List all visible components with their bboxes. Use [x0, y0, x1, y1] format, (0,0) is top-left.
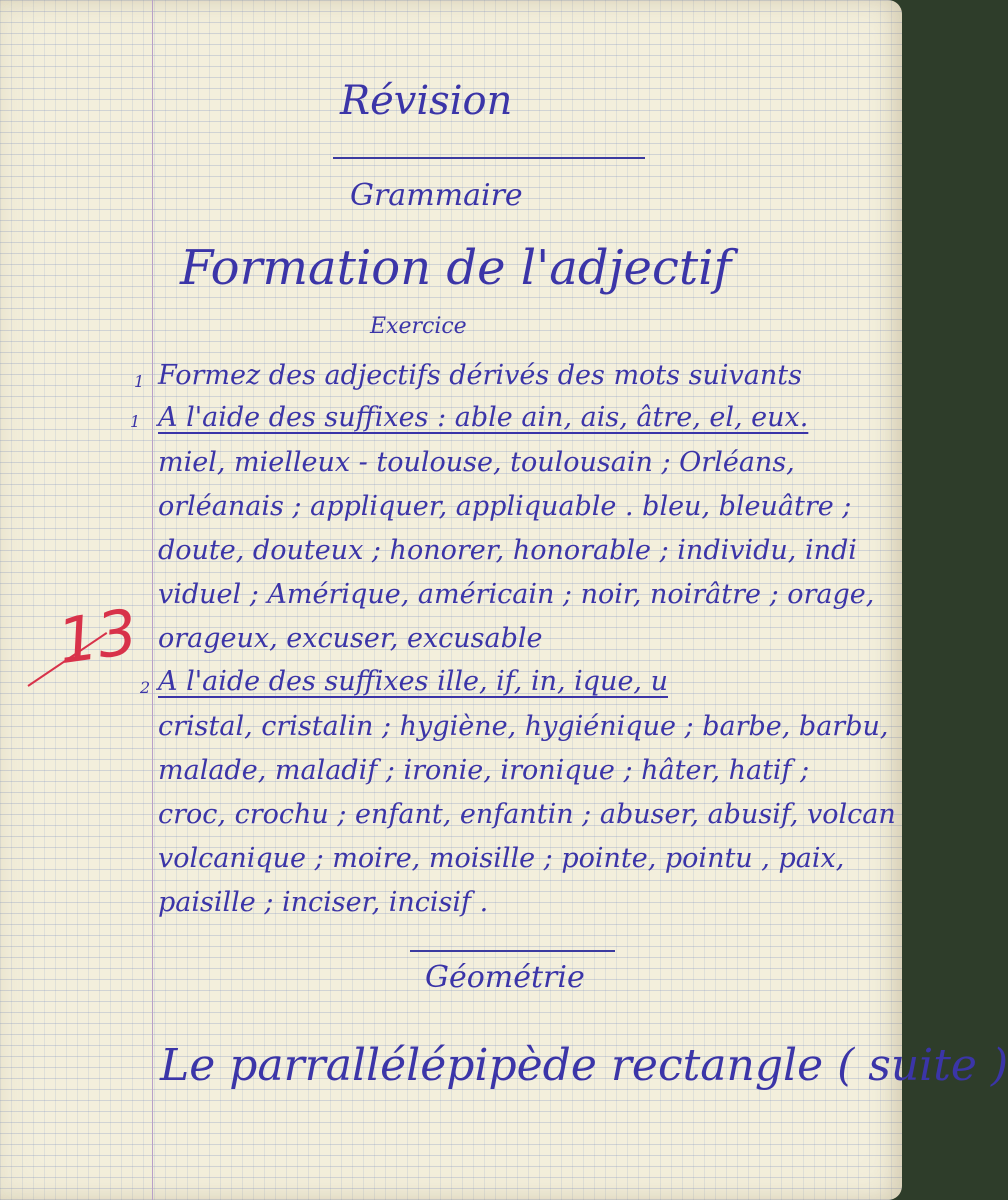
grade-mark: 13: [53, 594, 142, 679]
part1-line: miel, mielleux - toulouse, toulousain ; Orléans,: [158, 447, 795, 478]
part1-line: orléanais ; appliquer, appliquable . bleu, bleuâtre ;: [158, 491, 852, 522]
subject-heading: Grammaire: [350, 178, 523, 213]
part2-line: volcanique ; moire, moisille ; pointe, pointu , paix,: [158, 843, 845, 874]
part2-line: croc, crochu ; enfant, enfantin ; abuser, abusif, volcan: [158, 799, 896, 830]
exercise-label: Exercice: [370, 314, 467, 339]
part2-line: malade, maladif ; ironie, ironique ; hâter, hatif ;: [158, 755, 810, 786]
geometry-rule: [410, 950, 615, 952]
part2-number: 2: [140, 678, 151, 697]
part1-line: doute, douteux ; honorer, honorable ; individu, indi: [158, 535, 857, 566]
part2-line: paisille ; inciser, incisif .: [158, 887, 489, 918]
part2-line: cristal, cristalin ; hygiène, hygiénique ; barbe, barbu,: [158, 711, 889, 742]
title-rule: [333, 157, 645, 159]
lesson-title: Formation de l'adjectif: [180, 240, 732, 296]
part1-line: orageux, excuser, excusable: [158, 623, 543, 654]
part1-number: 1: [130, 412, 141, 431]
geometry-title: Le parrallélépipède rectangle ( suite ): [160, 1040, 1008, 1091]
page-title: Révision: [340, 78, 513, 124]
margin-line: [152, 0, 153, 1200]
instruction-text: Formez des adjectifs dérivés des mots suivants: [158, 360, 802, 391]
part1-line: viduel ; Amérique, américain ; noir, noirâtre ; orage,: [158, 579, 875, 610]
geometry-heading: Géométrie: [425, 960, 585, 995]
part2-heading: A l'aide des suffixes ille, if, in, ique, u: [158, 666, 668, 697]
instruction-number: 1: [134, 372, 145, 391]
part1-heading: A l'aide des suffixes : able ain, ais, âtre, el, eux.: [158, 402, 809, 433]
